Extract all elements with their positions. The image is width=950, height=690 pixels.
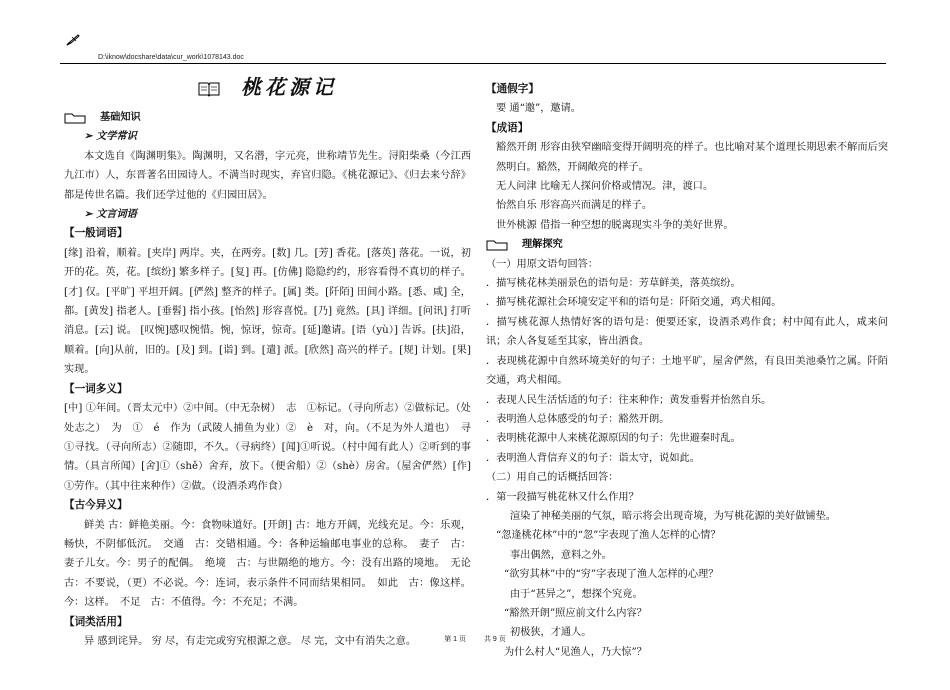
page-total: 共 9 页 (483, 636, 506, 643)
right-column (483, 80, 888, 662)
question-item: “豁然开朗”照应前文什么内容？ (504, 607, 647, 619)
question-item: 初极狭，才通人。 (510, 627, 592, 639)
vocab-heading: ➢ 文言词语 (84, 208, 137, 221)
loanword-text: 要 通“邀”，邀请。 (496, 103, 581, 115)
literature-paragraph: 本文选自《陶渊明集》。陶渊明，又名潜，字元亮，世称靖节先生。浔阳柴桑（今江西九江市）人，东晋著名田园诗人。不满当时现实，弃官归隐。《桃花源记》、《归去来兮辞》都是传世名篇。我们还学过他的《归园田居》。 (64, 150, 471, 201)
answer-item: ．描写桃花源社会环境安定平和的语句是：阡陌交通，鸡犬相闻。 (486, 297, 782, 309)
inquiry-heading-label: 理解探究 (522, 238, 563, 251)
question-group-heading: （二）用自己的话概括回答： (486, 472, 619, 484)
idiom-item: 无人问津 比喻无人探问价格或情况。津，渡口。 (496, 181, 714, 193)
general-words-paragraph: [缘] 沿着，顺着。[夹岸] 两岸。夹，在两旁。[数] 几。[芳] 香花。[落英] 落花。一说，初开的花。英，花。[缤纷] 繁多样子。[复] 再。[仿佛] 隐隐约约，形容看得不真切的样子。[才] 仅。[平旷] 平坦开阔。[俨然] 整齐的样子。[属] 类。[阡陌] 田间小路。[悉、咸] 全，都。[黄发] 指老人。[垂髫] 指小孩。[怡然] 形容喜悦。[乃] 竟然。[具] 详细。[问讯] 打听消息。[云] 说。 [叹惋]感叹惋惜。惋，惊讶，惊奇。[延]邀请。[语（yù）] 告诉。[扶]沿，顺着。[向]从前，旧的。[及] 到。[诣] 到。[遣] 派。[欣然] 高兴的样子。[规] 计划。[果] 实现。 (64, 247, 471, 376)
pen-icon (66, 34, 80, 46)
folder-icon (486, 239, 508, 251)
question-item: 事出偶然，意料之外。 (510, 549, 612, 561)
answer-item: ．表现人民生活恬适的句子：往来种作；黄发垂髫并怡然自乐。 (486, 394, 772, 406)
question-item: 由于“甚异之”，想探个究竟。 (510, 588, 643, 600)
idiom-item: 怡然自乐 形容高兴而满足的样子。 (496, 200, 653, 212)
question-group-heading: （一）用原文语句回答： (486, 258, 599, 270)
idiom-item: 豁然开朗 形容由狭窄幽暗变得开阔明亮的样子。也比喻对某个道理长期思索不解而后突然明白。豁然，开阔敞亮的样子。 (496, 142, 888, 173)
header-divider (60, 63, 886, 64)
file-path: D:\iknow\docshare\data\cur_work\1078143.doc (98, 54, 244, 61)
page-title-row (64, 72, 471, 108)
polysemy-paragraph: [中] ①年间。（晋太元中）②中间。（中无杂树） 志 ①标记。（寻向所志）②做标记。（处处志之） 为 ① é 作为（武陵人捕鱼为业）② è 对，向。（不足为外人道也） 寻 ①寻找。（寻向所志）②随即，不久。（寻病终）[闻]①听说。（村中闻有此人）②听到的事情。（具言所闻）[舍]①（shě）舍弃，放下。（便舍船）②（shè）房舍。（屋舍俨然）[作] ①劳作。（其中往来种作）②做。（设酒杀鸡作食） (64, 403, 482, 492)
question-item: “忽逢桃花林”中的“忽”字表现了渔人怎样的心情？ (496, 530, 721, 542)
page-number: 第 1 页 (444, 636, 467, 643)
folder-icon (64, 112, 86, 124)
answer-item: ．表明桃花源中人来桃花源原因的句子：先世避秦时乱。 (486, 433, 741, 445)
answer-item: ．表明渔人总体感受的句子：豁然开朗。 (486, 413, 670, 425)
basic-knowledge-heading (64, 108, 471, 127)
inquiry-heading (486, 235, 888, 254)
page-title: 桃花源记 (240, 75, 337, 99)
word-usage-heading: 【词类活用】 (64, 615, 128, 628)
word-usage-paragraph: 异 感到诧异。 穷 尽，有走完或穷究根源之意。 尽 完，文中有消失之意。 (84, 635, 417, 647)
literature-heading: ➢ 文学常识 (84, 130, 137, 143)
general-words-heading: 【一般词语】 (64, 227, 128, 240)
book-icon (198, 81, 220, 97)
question-item: “欲穷其林”中的“穷”字表现了渔人怎样的心理？ (504, 569, 719, 581)
polysemy-heading: 【一词多义】 (64, 382, 128, 395)
ancient-modern-paragraph: 鲜美 古：鲜艳美丽。今：食物味道好。[开朗] 古：地方开阔，光线充足。今：乐观，畅快，不阴郁低沉。 交通 古：交错相通。今：各种运输邮电事业的总称。 妻子 古：妻子儿女。今：男子的配偶。 绝境 古：与世隔绝的地方。今：没有出路的境地。 无论 古：不要说，（更）不必说。今：连词，表示条件不同而结果相同。 如此 古：像这样。今：这样。 不足 古：不值得。今：不充足；不满。 (64, 519, 482, 609)
vocab-heading-label: 文言词语 (96, 208, 137, 221)
basic-knowledge-label: 基础知识 (100, 111, 141, 123)
literature-heading-label: 文学常识 (96, 130, 137, 143)
left-column (64, 72, 482, 651)
answer-item: ．表现桃花源中自然环境美好的句子：土地平旷，屋舍俨然，有良田美池桑竹之属。阡陌交通，鸡犬相闻。 (486, 355, 888, 387)
idiom-heading: 【成语】 (486, 121, 529, 134)
answer-item: ．描写桃花源人热情好客的语句是：便要还家，设酒杀鸡作食；村中闻有此人，咸来问讯；余人各复延至其家，皆出酒食。 (486, 316, 888, 348)
answer-item: ．表明渔人背信弃义的句子：诣太守，说如此。 (486, 452, 700, 464)
ancient-modern-heading: 【古今异义】 (64, 499, 128, 512)
question-item: 为什么村人“见渔人，乃大惊”？ (504, 646, 647, 658)
answer-item: ．描写桃花林美丽景色的语句是：芳草鲜美，落英缤纷。 (486, 278, 741, 290)
question-item: 渲染了神秘美丽的气氛，暗示将会出现奇境，为写桃花源的美好做铺垫。 (510, 510, 836, 522)
idiom-item: 世外桃源 借指一种空想的脱离现实斗争的美好世界。 (496, 219, 734, 231)
loanword-heading: 【通假字】 (486, 83, 539, 95)
question-item: ．第一段描写桃花林又什么作用？ (486, 491, 639, 503)
page-footer (0, 634, 950, 644)
